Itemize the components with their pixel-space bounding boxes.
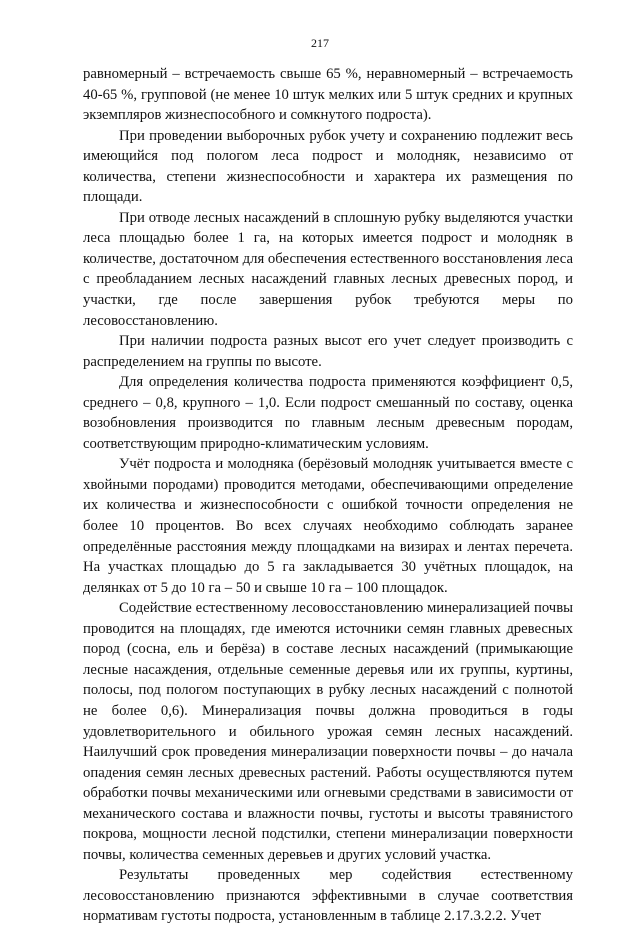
page-body [83,64,573,927]
paragraph-undergrowth-accounting: Учёт подроста и молодняка (берёзовый молодняк учитывается вместе с хвойными породами) проводится методами, обеспечивающими определение их количества и жизнеспособности с ошибкой точности определения не более 10 процентов. Во всех случаях необходимо соблюдать заранее определённые расстояния между площадками на визирах и лентах перечета. На участках площадью до 5 га закладывается 30 учётных площадок, на делянках от 5 до 10 га – 50 и свыше 10 га – 100 площадок. [83,456,573,596]
page-number: 217 [311,36,329,50]
paragraph-clear-felling: При отводе лесных насаждений в сплошную рубку выделяются участки леса площадью более 1 га, на которых имеется подрост и молодняк в количестве, достаточном для обеспечения естественного восстановления леса с преобладанием лесных насаждений главных лесных древесных пород, и участки, где после завершения рубок требуются меры по лесовосстановлению. [83,209,573,329]
paragraph-height-groups: При наличии подроста разных высот его учет следует производить с распределением на группы по высоте. [83,333,573,370]
paragraph-coefficients: Для определения количества подроста применяются коэффициент 0,5, среднего – 0,8, крупного – 1,0. Если подрост смешанный по составу, оценка возобновления производится по главным лесным древесным породам, соответствующим природно-климатическим условиям. [83,374,573,452]
paragraph-soil-mineralization: Содействие естественному лесовосстановлению минерализацией почвы проводится на площадях, где имеются источники семян главных древесных пород (сосна, ель и берёза) в составе лесных насаждений (примыкающие лесные насаждения, отдельные семенные деревья или их группы, куртины, полосы, под пологом поступающих в рубку лесных насаждений с полнотой не более 0,6). Минерализация почвы должна проводиться в годы удовлетворительного и обильного урожая семян лесных насаждений. Наилучший срок проведения минерализации поверхности почвы – до начала опадения семян лесных древесных растений. Работы осуществляются путем обработки почвы механическими или огневыми средствами в зависимости от механического состава и влажности почвы, густоты и высоты травянистого покрова, мощности лесной подстилки, степени минерализации поверхности почвы, количества семенных деревьев и других условий участка. [83,600,573,863]
paragraph-selective-felling: При проведении выборочных рубок учету и сохранению подлежит весь имеющийся под пологом леса подрост и молодняк, независимо от количества, степени жизнеспособности и характера их размещения по площади. [83,127,573,206]
paragraph-continuation: равномерный – встречаемость свыше 65 %, неравномерный – встречаемость 40-65 %, групповой (не менее 10 штук мелких или 5 штук средних и крупных экземпляров жизнеспособного и сомкнутого подроста). [83,66,573,124]
paragraph-results: Результаты проведенных мер содействия естественному лесовосстановлению признаются эффективными в случае соответствия нормативам густоты подроста, установленным в таблице 2.17.3.2.2. Учет [83,867,573,925]
